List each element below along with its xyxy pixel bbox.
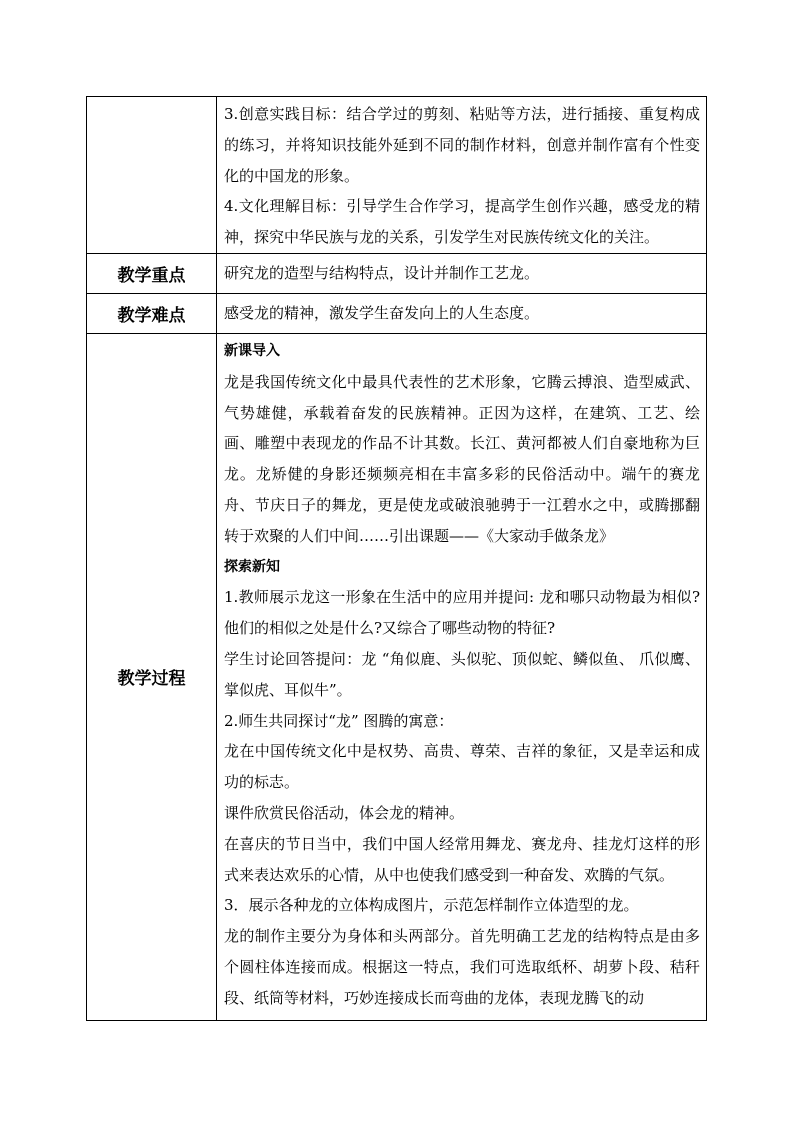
explore-heading: 探索新知 [224, 558, 280, 575]
explore-answer-1: 学生讨论回答提问：龙 “角似鹿、头似驼、顶似蛇、鳞似鱼、 爪似鹰、掌似虎、耳似牛”。 [224, 649, 700, 699]
goals-content-cell [217, 97, 707, 254]
key-points-row [87, 253, 707, 293]
process-label: 教学过程 [87, 333, 217, 1020]
goals-label-cell [87, 97, 217, 254]
process-content [224, 336, 700, 1020]
key-points-text: 研究龙的造型与结构特点，设计并制作工艺龙。 [217, 253, 707, 293]
difficulties-text: 感受龙的精神，激发学生奋发向上的人生态度。 [217, 293, 707, 333]
explore-folk-activity: 课件欣赏民俗活动，体会龙的精神。 [224, 803, 465, 822]
explore-step-2: 2.师生共同探讨“龙” 图腾的寓意： [224, 711, 454, 730]
lesson-plan-table [86, 96, 707, 1021]
explore-step-3: 3．展示各种龙的立体构成图片，示范怎样制作立体造型的龙。 [224, 896, 639, 915]
goal-3-text: 3.创意实践目标：结合学过的剪刻、粘贴等方法，进行插接、重复构成的练习，并将知识技能外延到不同的制作材料，创意并制作富有个性变化的中国龙的形象。 [224, 105, 700, 185]
explore-step-1: 1.教师展示龙这一形象在生活中的应用并提问: 龙和哪只动物最为相似?他们的相似之处是什么?又综合了哪些动物的特征? [224, 588, 700, 638]
process-row [87, 333, 707, 1020]
explore-making: 龙的制作主要分为身体和头两部分。首先明确工艺龙的结构特点是由多个圆柱体连接而成。根据这一特点，我们可选取纸杯、胡萝卜段、秸秆段、纸筒等材料，巧妙连接成长而弯曲的龙体，表现龙腾飞的动 [224, 927, 700, 1007]
goals-row [87, 97, 707, 254]
explore-meaning: 龙在中国传统文化中是权势、高贵、尊荣、吉祥的象征，又是幸运和成功的标志。 [224, 742, 700, 792]
key-points-label: 教学重点 [87, 253, 217, 293]
intro-heading: 新课导入 [224, 342, 280, 359]
difficulties-label: 教学难点 [87, 293, 217, 333]
process-content-cell [217, 333, 707, 1020]
difficulties-row [87, 293, 707, 333]
explore-festival: 在喜庆的节日当中，我们中国人经常用舞龙、赛龙舟、挂龙灯这样的形式来表达欢乐的心情，从中也使我们感受到一种奋发、欢腾的气氛。 [224, 834, 700, 884]
goal-4-text: 4.文化理解目标：引导学生合作学习，提高学生创作兴趣，感受龙的精神，探究中华民族与龙的关系，引发学生对民族传统文化的关注。 [224, 197, 700, 247]
intro-text: 龙是我国传统文化中最具代表性的艺术形象，它腾云搏浪、造型威武、气势雄健，承载着奋发的民族精神。正因为这样，在建筑、工艺、绘画、雕塑中表现龙的作品不计其数。长江、黄河都被人们自豪地称为巨龙。龙矫健的身影还频频亮相在丰富多彩的民俗活动中。端午的赛龙舟、节庆日子的舞龙，更是使龙或破浪驰骋于一江碧水之中，或腾挪翻转于欢聚的人们中间……引出课题——《大家动手做条龙》 [224, 372, 700, 545]
